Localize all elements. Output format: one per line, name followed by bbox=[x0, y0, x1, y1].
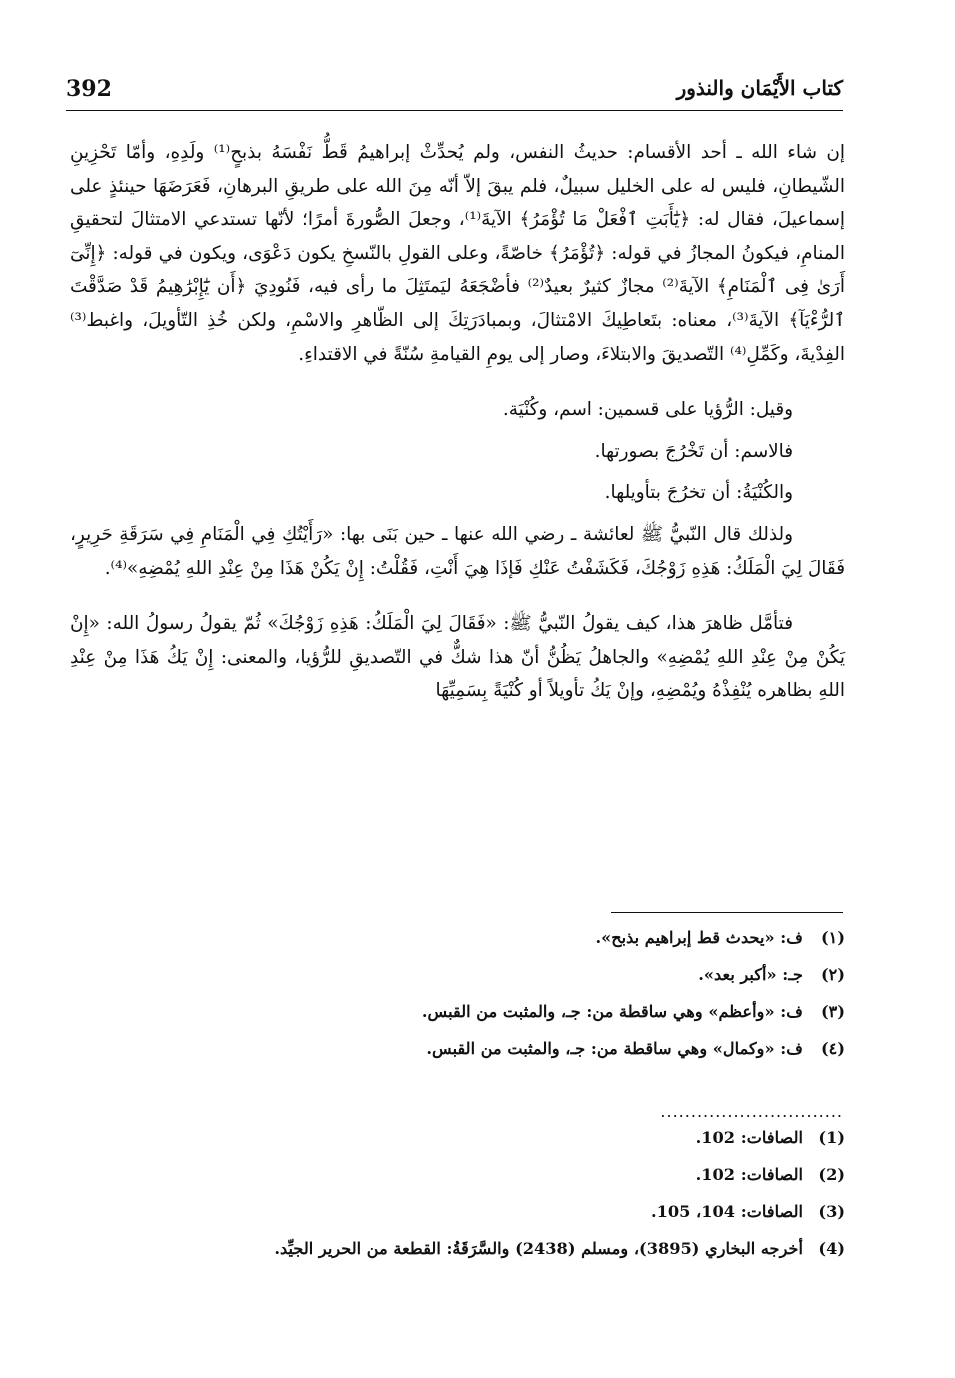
manuscript-footnotes bbox=[145, 928, 845, 1076]
footnote-item bbox=[145, 1002, 845, 1039]
footnote-text: جـ: «أكبر بعد». bbox=[698, 965, 803, 984]
paragraph-hadith-aisha: ولذلك قال النّبيُّ ﷺ لعائشة ـ رضي الله عنها ـ حين بَنَى بها: «رَأَيْتُكِ فِي الْمَنَامِ فِي سَرَقَةِ حَرِيرٍ، فَقَالَ لِيَ الْمَلَكُ: هَذِهِ زَوْجُكَ، فَكَشَفْتُ عَنْكِ فَإذَا هِيَ أَنْتِ، فَقُلْتُ: إِنْ يَكُنْ هَذَا مِنْ عِنْدِ اللهِ يُمْضِهِ»⁽⁴⁾. bbox=[70, 523, 845, 579]
main-text bbox=[70, 136, 845, 708]
footnote-separator-line bbox=[611, 912, 843, 913]
footnote-number: (٣) bbox=[820, 1002, 845, 1021]
reference-number: (3) bbox=[818, 1202, 845, 1221]
running-header bbox=[66, 78, 843, 111]
reference-text: أخرجه البخاري (3895)، ومسلم (2438) والسَّرَقَةُ: القطعة من الحرير الجيِّد. bbox=[274, 1239, 803, 1258]
reference-item bbox=[145, 1165, 845, 1202]
footnote-item bbox=[145, 965, 845, 1002]
footnote-number: (٢) bbox=[820, 965, 845, 984]
reference-item bbox=[145, 1202, 845, 1239]
page-number: 392 bbox=[66, 76, 112, 102]
paragraph-kunya-type: والكُنْيَةُ: أن تخرُجَ بتأويلها. bbox=[604, 482, 793, 504]
paragraph-dream-types: وقيل: الرُّؤيا على قسمين: اسم، وكُنْيَة. bbox=[502, 399, 793, 421]
footnote-text: ف: «وأعظم» وهي ساقطة من: جـ، والمثبت من القبس. bbox=[421, 1002, 803, 1021]
dotted-separator: .............................. bbox=[660, 1102, 843, 1121]
reference-text: الصافات: 102. bbox=[695, 1165, 803, 1184]
footnote-number: (٤) bbox=[820, 1039, 845, 1058]
footnote-text: ف: «وكمال» وهي ساقطة من: جـ، والمثبت من القبس. bbox=[426, 1039, 803, 1058]
reference-text: الصافات: 102. bbox=[695, 1128, 803, 1147]
reference-number: (2) bbox=[818, 1165, 845, 1184]
reference-item bbox=[145, 1128, 845, 1165]
reference-text: الصافات: 104، 105. bbox=[650, 1202, 803, 1221]
reference-number: (4) bbox=[818, 1239, 845, 1258]
footnote-item bbox=[145, 1039, 845, 1076]
reference-footnotes bbox=[145, 1128, 845, 1276]
reference-item bbox=[145, 1239, 845, 1276]
footnote-text: ف: «يحدث قط إبراهيم بذبح». bbox=[595, 928, 803, 947]
chapter-title: كتاب الأَيْمَان والنذور bbox=[676, 76, 843, 100]
footnote-number: (١) bbox=[820, 928, 845, 947]
footnote-item bbox=[145, 928, 845, 965]
paragraph-reflection: فتأمَّل ظاهرَ هذا، كيف يقولُ النّبيُّ ﷺ: «فَقَالَ لِيَ الْمَلَكُ: هَذِهِ زَوْجُكَ» ثُمّ يقولُ رسولُ الله: «إِنْ يَكُنْ مِنْ عِنْدِ اللهِ يُمْضِهِ» والجاهلُ يَظُنُّ أنّ هذا شكٌّ في التّصديقِ للرُّؤيا، والمعنى: إِنْ يَكُ هَذَا مِنْ عِنْدِ اللهِ بظاهره يُنْفِذْهُ ويُمْضِهِ، وإنْ يَكُ تأويلاً أو كُنْيَةً بِسَمِيِّهَا bbox=[70, 613, 845, 702]
reference-number: (1) bbox=[818, 1128, 845, 1147]
paragraph-name-type: فالاسم: أن تَخْرُجَ بصورتها. bbox=[594, 440, 793, 462]
paragraph-dream-interpretation: إن شاء الله ـ أحد الأقسام: حديثُ النفس، ولم يُحدِّثْ إبراهيمُ قَطُّ نَفْسَهُ بذبحٍ⁽¹⁾ ولَدِهِ، وأمّا تَحْزِينِ الشّيطانِ، فليس له على الخليل سبيلٌ، فلم يبقَ إلاّ أنّه مِنَ الله على طريقِ البرهانِ، فَعَرَضَهَا حينئذٍ على إسماعيلَ، فقال له: ﴿يَٰٓأَبَتِ ٱفْعَلْ مَا تُؤْمَرُ﴾ الآيةَ⁽¹⁾، وجعلَ الصُّورةَ أمرًا؛ لأنّها تستدعي الامتثالَ لتحقيقِ المنامِ، فيكونُ المجازُ في قوله: ﴿تُؤْمَرُ﴾ خاصّةً، وعلى القولِ بالنّسخِ يكون دَعْوَى، ويكون في قوله: ﴿إِنِّىٓ أَرَىٰ فِى ٱلْمَنَامِ﴾ الآيةَ⁽²⁾ مجازٌ كثيرٌ بعيدٌ⁽²⁾ فأضْجَعَهُ ليَمتَثِلَ ما رأى فيه، فَنُودِيَ ﴿أَن يَٰٓإِبْرَٰهِيمُ قَدْ صَدَّقْتَ ٱلرُّءْيَآ﴾ الآيةَ⁽³⁾، معناه: بتَعاطِيكَ الامْتثالَ، وبمبادَرَتِكَ إلى الظّاهرِ والاسْمِ، ولكن خُذِ التّأويلَ، واغبط⁽³⁾ الفِدْيةَ، وكَمِّلِ⁽⁴⁾ التّصديقَ والابتلاءَ، وصار إلى يومِ القيامةِ سُنّةً في الاقتداءِ. bbox=[70, 142, 845, 365]
